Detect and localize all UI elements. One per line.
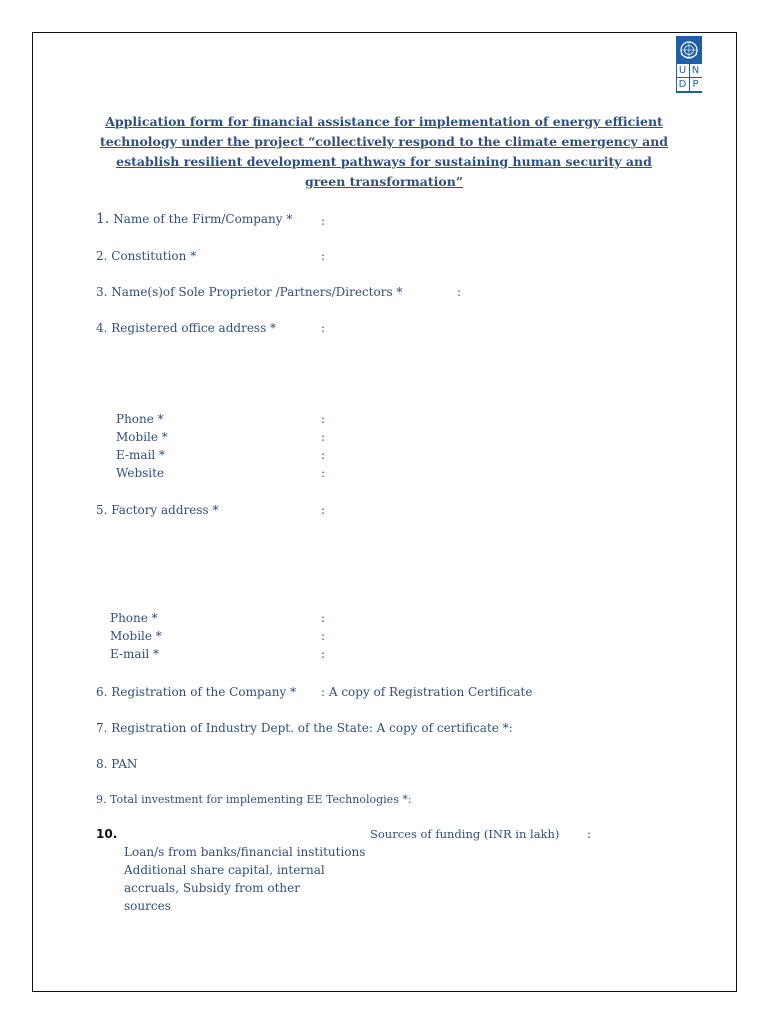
- funding-item-line: accruals, Subsidy from other: [124, 881, 300, 895]
- colon: :: [587, 827, 592, 841]
- colon: :: [321, 214, 326, 228]
- field-office-phone: Phone *: [116, 412, 164, 426]
- field-factory-email: E-mail *: [110, 647, 160, 661]
- colon: :: [457, 285, 462, 299]
- field-office-email: E-mail *: [116, 448, 166, 462]
- field-number-10: 10.: [96, 827, 118, 841]
- field-factory-mobile: Mobile *: [110, 629, 162, 643]
- logo-letter: D: [677, 78, 689, 91]
- field-number: 1.: [96, 211, 110, 227]
- field-registration-industry: 7. Registration of Industry Dept. of the State: A copy of certificate *:: [96, 721, 513, 735]
- funding-heading: Sources of funding (INR in lakh): [370, 827, 560, 841]
- logo-letter: N: [690, 64, 702, 77]
- colon: :: [321, 466, 326, 480]
- field-pan: 8. PAN: [96, 757, 138, 771]
- field-office-address: 4. Registered office address *: [96, 321, 277, 335]
- colon: :: [321, 430, 326, 444]
- funding-item-loans: Loan/s from banks/financial institutions: [124, 845, 366, 859]
- field-constitution: 2. Constitution *: [96, 249, 197, 263]
- colon: :: [321, 249, 326, 263]
- colon: :: [321, 448, 326, 462]
- field-office-website: Website: [116, 466, 165, 480]
- colon: :: [321, 412, 326, 426]
- funding-item-line: Additional share capital, internal: [124, 863, 325, 877]
- colon: :: [321, 503, 326, 517]
- field-office-mobile: Mobile *: [116, 430, 168, 444]
- field-firm-name: [96, 211, 292, 227]
- colon: :: [321, 611, 326, 625]
- field-investment: 9. Total investment for implementing EE Technologies *:: [96, 793, 412, 806]
- funding-item-share-capital: [124, 861, 325, 915]
- undp-logo: [676, 36, 702, 93]
- field-registration-company: 6. Registration of the Company *: [96, 685, 297, 699]
- logo-letter: U: [677, 64, 689, 77]
- field-factory-address: 5. Factory address *: [96, 503, 219, 517]
- funding-item-line: sources: [124, 899, 171, 913]
- logo-letter: P: [690, 78, 702, 91]
- registration-company-value: : A copy of Registration Certificate: [321, 685, 533, 699]
- un-emblem-icon: [676, 36, 702, 64]
- form-title: Application form for financial assistance for implementation of energy efficient technology under the project “collectively respond to the climate emergency and establish resilient development pathways for sustaining human security and green transformation”: [99, 114, 669, 189]
- colon: :: [321, 321, 326, 335]
- colon: :: [321, 647, 326, 661]
- colon: :: [321, 629, 326, 643]
- field-factory-phone: Phone *: [110, 611, 158, 625]
- field-label: Name of the Firm/Company *: [113, 212, 293, 226]
- field-proprietor: 3. Name(s)of Sole Proprietor /Partners/Directors *: [96, 285, 403, 299]
